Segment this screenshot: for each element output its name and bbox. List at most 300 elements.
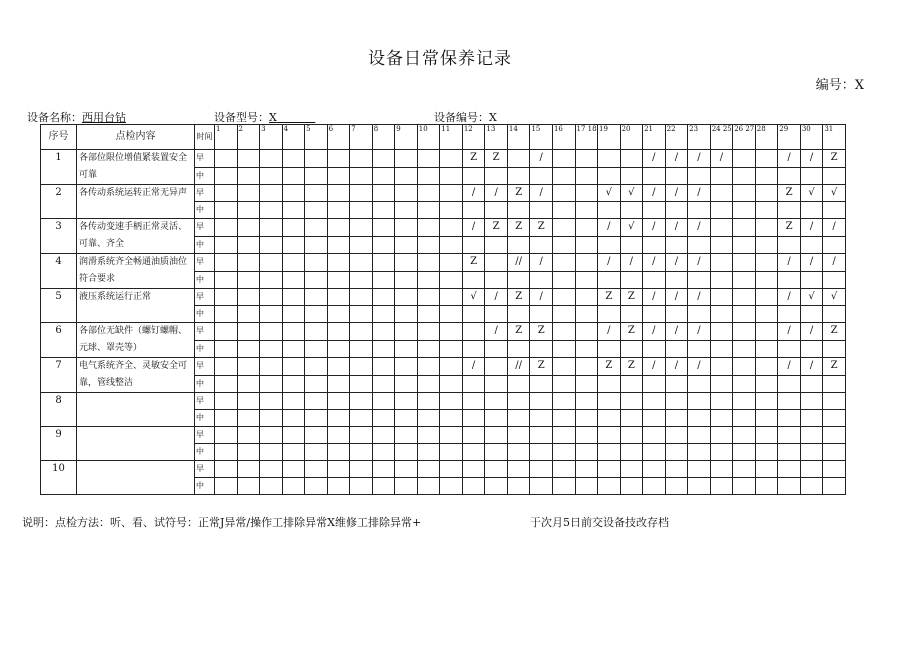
- record-cell[interactable]: [823, 167, 846, 185]
- record-cell[interactable]: [507, 444, 530, 461]
- record-cell[interactable]: [665, 478, 688, 495]
- record-cell[interactable]: [710, 478, 733, 495]
- record-cell[interactable]: [688, 271, 711, 289]
- record-cell[interactable]: [710, 444, 733, 461]
- record-cell[interactable]: [688, 202, 711, 219]
- record-cell[interactable]: [440, 340, 463, 358]
- record-cell[interactable]: [215, 236, 238, 254]
- record-cell[interactable]: [327, 236, 350, 254]
- record-cell[interactable]: [327, 185, 350, 202]
- record-cell[interactable]: [372, 167, 395, 185]
- record-cell[interactable]: [350, 444, 373, 461]
- record-cell[interactable]: Z: [823, 150, 846, 168]
- record-cell[interactable]: //: [507, 254, 530, 272]
- record-cell[interactable]: [417, 236, 440, 254]
- record-cell[interactable]: [440, 393, 463, 410]
- record-cell[interactable]: [778, 202, 801, 219]
- record-cell[interactable]: Z: [530, 358, 553, 376]
- record-cell[interactable]: [530, 271, 553, 289]
- record-cell[interactable]: [395, 358, 418, 376]
- record-cell[interactable]: [260, 219, 283, 237]
- record-cell[interactable]: [552, 375, 575, 393]
- record-cell[interactable]: [282, 167, 305, 185]
- record-cell[interactable]: [260, 202, 283, 219]
- record-cell[interactable]: [755, 289, 778, 306]
- record-cell[interactable]: /: [688, 323, 711, 341]
- record-cell[interactable]: [215, 202, 238, 219]
- record-cell[interactable]: [552, 444, 575, 461]
- record-cell[interactable]: [598, 271, 621, 289]
- record-cell[interactable]: [598, 236, 621, 254]
- record-cell[interactable]: [485, 461, 508, 478]
- record-cell[interactable]: [620, 375, 643, 393]
- record-cell[interactable]: [620, 410, 643, 427]
- record-cell[interactable]: [620, 167, 643, 185]
- record-cell[interactable]: [665, 461, 688, 478]
- record-cell[interactable]: [215, 410, 238, 427]
- record-cell[interactable]: [260, 323, 283, 341]
- record-cell[interactable]: [327, 444, 350, 461]
- record-cell[interactable]: [823, 393, 846, 410]
- record-cell[interactable]: [778, 410, 801, 427]
- record-cell[interactable]: [305, 219, 328, 237]
- record-cell[interactable]: [800, 393, 823, 410]
- record-cell[interactable]: [485, 358, 508, 376]
- record-cell[interactable]: [395, 219, 418, 237]
- record-cell[interactable]: [282, 358, 305, 376]
- record-cell[interactable]: [305, 427, 328, 444]
- record-cell[interactable]: [462, 444, 485, 461]
- record-cell[interactable]: [282, 236, 305, 254]
- record-cell[interactable]: [643, 236, 666, 254]
- record-cell[interactable]: [327, 271, 350, 289]
- record-cell[interactable]: [372, 150, 395, 168]
- record-cell[interactable]: /: [643, 185, 666, 202]
- record-cell[interactable]: /: [800, 323, 823, 341]
- record-cell[interactable]: [215, 150, 238, 168]
- record-cell[interactable]: [350, 461, 373, 478]
- record-cell[interactable]: [417, 202, 440, 219]
- record-cell[interactable]: [688, 340, 711, 358]
- record-cell[interactable]: [710, 167, 733, 185]
- record-cell[interactable]: [395, 236, 418, 254]
- record-cell[interactable]: /: [530, 289, 553, 306]
- record-cell[interactable]: [417, 375, 440, 393]
- record-cell[interactable]: [598, 202, 621, 219]
- record-cell[interactable]: [575, 340, 598, 358]
- record-cell[interactable]: [395, 306, 418, 323]
- record-cell[interactable]: [372, 254, 395, 272]
- record-cell[interactable]: [260, 478, 283, 495]
- record-cell[interactable]: [665, 202, 688, 219]
- record-cell[interactable]: [710, 271, 733, 289]
- record-cell[interactable]: [778, 478, 801, 495]
- record-cell[interactable]: [282, 306, 305, 323]
- record-cell[interactable]: [372, 271, 395, 289]
- record-cell[interactable]: [260, 340, 283, 358]
- record-cell[interactable]: [507, 340, 530, 358]
- record-cell[interactable]: [260, 306, 283, 323]
- record-cell[interactable]: [395, 254, 418, 272]
- record-cell[interactable]: [440, 185, 463, 202]
- record-cell[interactable]: [733, 254, 756, 272]
- record-cell[interactable]: /: [530, 185, 553, 202]
- record-cell[interactable]: [485, 254, 508, 272]
- record-cell[interactable]: [305, 444, 328, 461]
- record-cell[interactable]: [215, 393, 238, 410]
- record-cell[interactable]: [665, 271, 688, 289]
- record-cell[interactable]: [327, 167, 350, 185]
- record-cell[interactable]: [665, 410, 688, 427]
- record-cell[interactable]: [350, 289, 373, 306]
- record-cell[interactable]: [507, 427, 530, 444]
- record-cell[interactable]: [733, 306, 756, 323]
- record-cell[interactable]: [552, 254, 575, 272]
- record-cell[interactable]: /: [800, 150, 823, 168]
- record-cell[interactable]: [282, 271, 305, 289]
- record-cell[interactable]: [552, 427, 575, 444]
- record-cell[interactable]: [575, 236, 598, 254]
- record-cell[interactable]: [305, 306, 328, 323]
- record-cell[interactable]: [282, 150, 305, 168]
- record-cell[interactable]: [260, 289, 283, 306]
- record-cell[interactable]: [755, 393, 778, 410]
- record-cell[interactable]: [575, 202, 598, 219]
- record-cell[interactable]: [440, 254, 463, 272]
- record-cell[interactable]: [733, 271, 756, 289]
- record-cell[interactable]: [350, 393, 373, 410]
- record-cell[interactable]: Z: [620, 289, 643, 306]
- record-cell[interactable]: [733, 219, 756, 237]
- record-cell[interactable]: [417, 410, 440, 427]
- record-cell[interactable]: /: [778, 323, 801, 341]
- record-cell[interactable]: [350, 271, 373, 289]
- record-cell[interactable]: [575, 375, 598, 393]
- record-cell[interactable]: Z: [778, 185, 801, 202]
- record-cell[interactable]: [665, 427, 688, 444]
- record-cell[interactable]: [507, 271, 530, 289]
- record-cell[interactable]: [507, 461, 530, 478]
- record-cell[interactable]: [215, 444, 238, 461]
- record-cell[interactable]: [823, 375, 846, 393]
- record-cell[interactable]: /: [530, 254, 553, 272]
- record-cell[interactable]: √: [620, 219, 643, 237]
- record-cell[interactable]: [575, 219, 598, 237]
- record-cell[interactable]: [350, 150, 373, 168]
- record-cell[interactable]: [485, 340, 508, 358]
- record-cell[interactable]: [755, 478, 778, 495]
- record-cell[interactable]: [260, 375, 283, 393]
- record-cell[interactable]: [778, 375, 801, 393]
- record-cell[interactable]: [643, 444, 666, 461]
- record-cell[interactable]: [620, 202, 643, 219]
- record-cell[interactable]: /: [598, 254, 621, 272]
- record-cell[interactable]: [733, 323, 756, 341]
- record-cell[interactable]: [215, 167, 238, 185]
- record-cell[interactable]: [237, 202, 260, 219]
- record-cell[interactable]: [485, 375, 508, 393]
- record-cell[interactable]: [440, 271, 463, 289]
- record-cell[interactable]: √: [800, 185, 823, 202]
- record-cell[interactable]: [755, 461, 778, 478]
- record-cell[interactable]: [710, 461, 733, 478]
- record-cell[interactable]: /: [665, 289, 688, 306]
- record-cell[interactable]: [665, 444, 688, 461]
- record-cell[interactable]: [305, 202, 328, 219]
- record-cell[interactable]: [462, 271, 485, 289]
- record-cell[interactable]: [507, 478, 530, 495]
- record-cell[interactable]: [733, 236, 756, 254]
- record-cell[interactable]: [327, 358, 350, 376]
- record-cell[interactable]: [598, 167, 621, 185]
- record-cell[interactable]: [598, 478, 621, 495]
- record-cell[interactable]: [800, 461, 823, 478]
- record-cell[interactable]: [372, 202, 395, 219]
- record-cell[interactable]: [305, 410, 328, 427]
- record-cell[interactable]: [327, 202, 350, 219]
- record-cell[interactable]: [395, 150, 418, 168]
- record-cell[interactable]: [462, 306, 485, 323]
- record-cell[interactable]: [305, 167, 328, 185]
- record-cell[interactable]: [823, 340, 846, 358]
- record-cell[interactable]: [755, 427, 778, 444]
- record-cell[interactable]: [417, 150, 440, 168]
- record-cell[interactable]: [800, 271, 823, 289]
- record-cell[interactable]: [710, 185, 733, 202]
- record-cell[interactable]: [530, 236, 553, 254]
- record-cell[interactable]: [552, 393, 575, 410]
- record-cell[interactable]: [237, 427, 260, 444]
- record-cell[interactable]: /: [800, 358, 823, 376]
- record-cell[interactable]: [485, 167, 508, 185]
- record-cell[interactable]: /: [688, 358, 711, 376]
- record-cell[interactable]: [440, 375, 463, 393]
- record-cell[interactable]: [598, 306, 621, 323]
- record-cell[interactable]: [552, 219, 575, 237]
- record-cell[interactable]: [665, 340, 688, 358]
- record-cell[interactable]: [417, 444, 440, 461]
- record-cell[interactable]: /: [462, 358, 485, 376]
- record-cell[interactable]: [643, 375, 666, 393]
- record-cell[interactable]: [462, 202, 485, 219]
- record-cell[interactable]: √: [800, 289, 823, 306]
- record-cell[interactable]: [733, 410, 756, 427]
- record-cell[interactable]: [552, 410, 575, 427]
- record-cell[interactable]: [575, 271, 598, 289]
- record-cell[interactable]: [417, 461, 440, 478]
- record-cell[interactable]: /: [665, 219, 688, 237]
- record-cell[interactable]: [620, 478, 643, 495]
- record-cell[interactable]: [282, 323, 305, 341]
- record-cell[interactable]: [395, 375, 418, 393]
- record-cell[interactable]: [305, 393, 328, 410]
- record-cell[interactable]: /: [530, 150, 553, 168]
- record-cell[interactable]: [282, 461, 305, 478]
- record-cell[interactable]: /: [665, 254, 688, 272]
- record-cell[interactable]: /: [485, 185, 508, 202]
- record-cell[interactable]: [215, 185, 238, 202]
- record-cell[interactable]: [552, 323, 575, 341]
- record-cell[interactable]: [417, 323, 440, 341]
- record-cell[interactable]: [688, 427, 711, 444]
- record-cell[interactable]: [710, 340, 733, 358]
- record-cell[interactable]: [417, 340, 440, 358]
- record-cell[interactable]: [575, 167, 598, 185]
- record-cell[interactable]: [215, 375, 238, 393]
- record-cell[interactable]: [327, 410, 350, 427]
- record-cell[interactable]: [552, 185, 575, 202]
- record-cell[interactable]: [260, 444, 283, 461]
- record-cell[interactable]: /: [462, 185, 485, 202]
- record-cell[interactable]: [643, 271, 666, 289]
- record-cell[interactable]: [440, 150, 463, 168]
- record-cell[interactable]: [372, 289, 395, 306]
- record-cell[interactable]: [552, 461, 575, 478]
- record-cell[interactable]: [372, 410, 395, 427]
- record-cell[interactable]: [395, 202, 418, 219]
- record-cell[interactable]: [688, 236, 711, 254]
- record-cell[interactable]: [260, 254, 283, 272]
- record-cell[interactable]: Z: [530, 323, 553, 341]
- record-cell[interactable]: [733, 478, 756, 495]
- record-cell[interactable]: [305, 289, 328, 306]
- record-cell[interactable]: [755, 202, 778, 219]
- record-cell[interactable]: [327, 478, 350, 495]
- record-cell[interactable]: [440, 478, 463, 495]
- record-cell[interactable]: [823, 306, 846, 323]
- record-cell[interactable]: Z: [620, 358, 643, 376]
- record-cell[interactable]: [215, 271, 238, 289]
- record-cell[interactable]: [350, 167, 373, 185]
- record-cell[interactable]: [688, 167, 711, 185]
- record-cell[interactable]: [800, 478, 823, 495]
- record-cell[interactable]: [710, 202, 733, 219]
- record-cell[interactable]: [552, 340, 575, 358]
- record-cell[interactable]: [417, 289, 440, 306]
- record-cell[interactable]: [665, 393, 688, 410]
- record-cell[interactable]: [395, 393, 418, 410]
- record-cell[interactable]: [530, 306, 553, 323]
- record-cell[interactable]: [305, 461, 328, 478]
- record-cell[interactable]: [395, 323, 418, 341]
- record-cell[interactable]: [620, 340, 643, 358]
- record-cell[interactable]: [598, 393, 621, 410]
- record-cell[interactable]: [395, 289, 418, 306]
- record-cell[interactable]: [350, 254, 373, 272]
- record-cell[interactable]: /: [643, 323, 666, 341]
- record-cell[interactable]: [395, 444, 418, 461]
- record-cell[interactable]: [417, 185, 440, 202]
- record-cell[interactable]: Z: [620, 323, 643, 341]
- record-cell[interactable]: [327, 427, 350, 444]
- record-cell[interactable]: [395, 167, 418, 185]
- record-cell[interactable]: [485, 444, 508, 461]
- record-cell[interactable]: √: [598, 185, 621, 202]
- record-cell[interactable]: [733, 289, 756, 306]
- record-cell[interactable]: [305, 375, 328, 393]
- record-cell[interactable]: [282, 427, 305, 444]
- record-cell[interactable]: [507, 150, 530, 168]
- record-cell[interactable]: [372, 375, 395, 393]
- record-cell[interactable]: [575, 289, 598, 306]
- record-cell[interactable]: [733, 444, 756, 461]
- record-cell[interactable]: [440, 410, 463, 427]
- record-cell[interactable]: [800, 236, 823, 254]
- record-cell[interactable]: /: [643, 358, 666, 376]
- record-cell[interactable]: [395, 461, 418, 478]
- record-cell[interactable]: [575, 254, 598, 272]
- record-cell[interactable]: [260, 167, 283, 185]
- record-cell[interactable]: [530, 461, 553, 478]
- record-cell[interactable]: [552, 358, 575, 376]
- record-cell[interactable]: [260, 410, 283, 427]
- record-cell[interactable]: [800, 306, 823, 323]
- record-cell[interactable]: [530, 427, 553, 444]
- record-cell[interactable]: Z: [507, 185, 530, 202]
- record-cell[interactable]: [305, 323, 328, 341]
- record-cell[interactable]: Z: [507, 289, 530, 306]
- record-cell[interactable]: [688, 375, 711, 393]
- record-cell[interactable]: /: [823, 219, 846, 237]
- record-cell[interactable]: [372, 323, 395, 341]
- record-cell[interactable]: [485, 202, 508, 219]
- record-cell[interactable]: [485, 236, 508, 254]
- record-cell[interactable]: [620, 271, 643, 289]
- record-cell[interactable]: [260, 358, 283, 376]
- record-cell[interactable]: Z: [823, 323, 846, 341]
- record-cell[interactable]: [507, 306, 530, 323]
- record-cell[interactable]: /: [665, 323, 688, 341]
- record-cell[interactable]: [755, 254, 778, 272]
- record-cell[interactable]: [778, 340, 801, 358]
- record-cell[interactable]: [440, 427, 463, 444]
- record-cell[interactable]: [507, 167, 530, 185]
- record-cell[interactable]: [665, 236, 688, 254]
- record-cell[interactable]: [440, 444, 463, 461]
- record-cell[interactable]: [575, 478, 598, 495]
- record-cell[interactable]: [530, 202, 553, 219]
- record-cell[interactable]: [260, 236, 283, 254]
- record-cell[interactable]: [462, 340, 485, 358]
- record-cell[interactable]: [620, 427, 643, 444]
- record-cell[interactable]: [823, 410, 846, 427]
- record-cell[interactable]: [598, 461, 621, 478]
- record-cell[interactable]: [372, 393, 395, 410]
- record-cell[interactable]: /: [778, 289, 801, 306]
- record-cell[interactable]: /: [620, 254, 643, 272]
- record-cell[interactable]: [620, 236, 643, 254]
- record-cell[interactable]: [598, 340, 621, 358]
- record-cell[interactable]: [575, 306, 598, 323]
- record-cell[interactable]: [800, 340, 823, 358]
- record-cell[interactable]: Z: [507, 323, 530, 341]
- record-cell[interactable]: [620, 393, 643, 410]
- record-cell[interactable]: [823, 444, 846, 461]
- record-cell[interactable]: [237, 358, 260, 376]
- record-cell[interactable]: [620, 444, 643, 461]
- record-cell[interactable]: [800, 375, 823, 393]
- record-cell[interactable]: [237, 306, 260, 323]
- record-cell[interactable]: [688, 306, 711, 323]
- record-cell[interactable]: [350, 219, 373, 237]
- record-cell[interactable]: [237, 375, 260, 393]
- record-cell[interactable]: [733, 340, 756, 358]
- record-cell[interactable]: [620, 306, 643, 323]
- record-cell[interactable]: [755, 167, 778, 185]
- record-cell[interactable]: [305, 254, 328, 272]
- record-cell[interactable]: [800, 444, 823, 461]
- record-cell[interactable]: [215, 340, 238, 358]
